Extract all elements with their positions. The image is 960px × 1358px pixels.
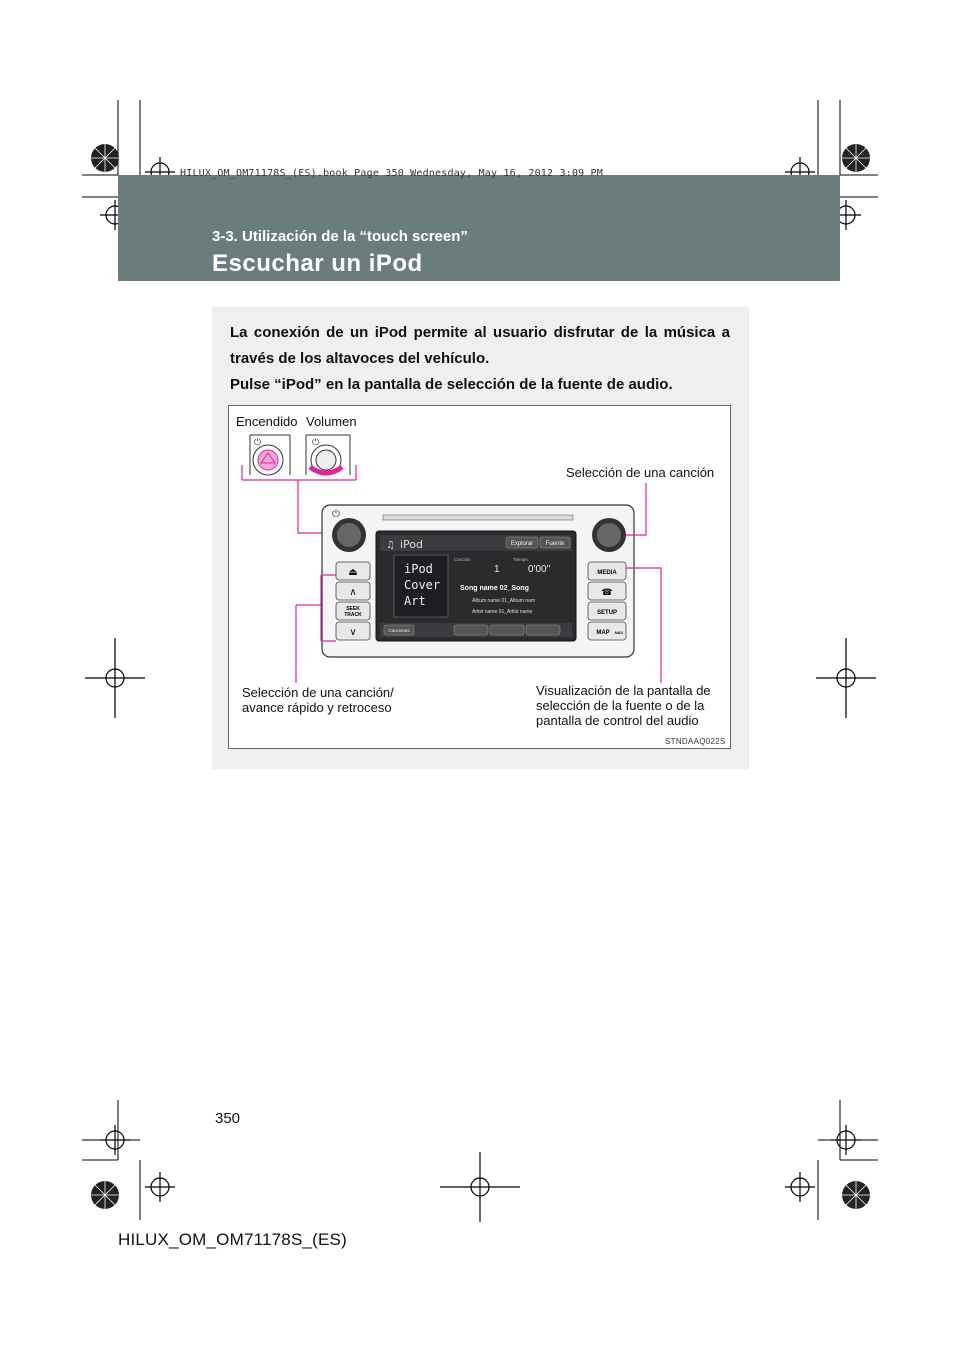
- power-label: Encendido: [236, 414, 298, 429]
- svg-text:∧: ∧: [349, 587, 357, 598]
- seek-button-line1: SEEK: [346, 606, 360, 612]
- screen-app-title: iPod: [400, 538, 424, 551]
- page-title: Escuchar un iPod: [212, 250, 423, 277]
- cover-art-line2: Cover: [404, 578, 441, 592]
- setup-button: SETUP: [596, 610, 618, 616]
- svg-text:⏻: ⏻: [312, 438, 320, 448]
- display-label-line1: Visualización de la pantalla de: [536, 683, 711, 698]
- screen-track-label: Canción: [454, 557, 471, 562]
- song-select-label: Selección de una canción: [566, 465, 715, 480]
- svg-text:⏏: ⏏: [348, 567, 358, 578]
- svg-text:∨: ∨: [349, 627, 357, 638]
- document-code: HILUX_OM_OM71178S_(ES): [118, 1230, 347, 1249]
- screen-song-name: Song name 02_Song: [460, 585, 529, 592]
- screen-artist-name: Artist name 01_Artist name: [472, 609, 533, 615]
- intro-instruction: Pulse “iPod” en la pantalla de selección de la fuente de audio.: [230, 376, 673, 393]
- svg-text:⏻: ⏻: [254, 438, 262, 448]
- media-button: MEDIA: [597, 570, 617, 576]
- map-button: MAP: [596, 630, 610, 636]
- figure-id: STNDAAQ022S: [665, 737, 726, 746]
- seek-label-line2: avance rápido y retroceso: [242, 700, 392, 715]
- screen-time-label: Tiempo: [513, 557, 528, 562]
- svg-text:⏻: ⏻: [332, 509, 340, 520]
- screen-elapsed-time: 0'00": [528, 564, 551, 575]
- section-label: 3-3. Utilización de la “touch screen”: [212, 228, 468, 245]
- display-label-line3: pantalla de control del audio: [536, 713, 699, 728]
- seek-label-line1: Selección de una canción/: [242, 685, 394, 700]
- nav-button-sub: NAV: [614, 630, 624, 635]
- svg-text:♫: ♫: [386, 540, 395, 551]
- volume-knob-inset: [306, 435, 350, 475]
- book-file-stamp: HILUX_OM_OM71178S_(ES).book Page 350 Wednesday, May 16, 2012 3:09 PM: [180, 168, 603, 179]
- power-knob-inset: [250, 435, 290, 475]
- display-label-line2: selección de la fuente o de la: [536, 698, 705, 713]
- volume-label: Volumen: [306, 414, 357, 429]
- page-number: 350: [215, 1110, 241, 1127]
- svg-text:☎: ☎: [601, 588, 613, 598]
- intro-text: [230, 320, 730, 398]
- cover-art-line3: Art: [404, 594, 426, 608]
- screen-songs-tab: Canciones: [388, 628, 410, 633]
- screen-browse-button: Explorar: [510, 541, 534, 547]
- screen-track-number: 1: [494, 564, 500, 575]
- intro-paragraph: La conexión de un iPod permite al usuario disfrutar de la música a través de los altavoces del vehículo.: [230, 324, 730, 367]
- screen-source-button: Fuente: [545, 541, 565, 547]
- audio-unit-illustration: [228, 405, 731, 749]
- screen-album-name: Album name 01_Album nam: [472, 598, 536, 604]
- seek-button-line2: TRACK: [344, 612, 362, 618]
- cover-art-line1: iPod: [404, 562, 433, 576]
